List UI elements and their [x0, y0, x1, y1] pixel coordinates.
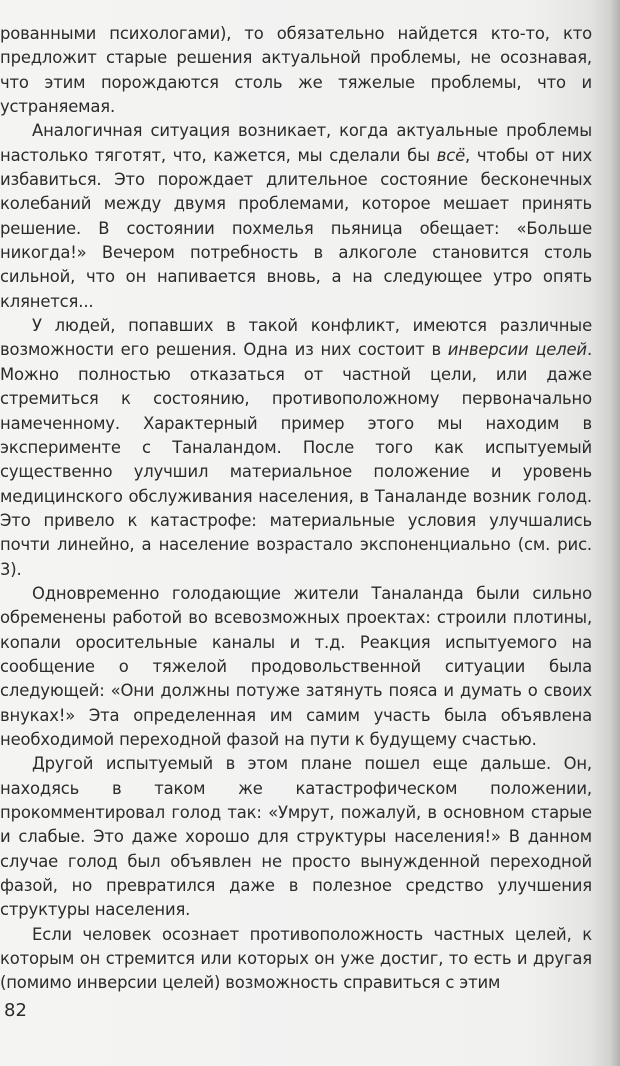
text-run: . Можно полностью отказаться от частной цели, или даже стремиться к состоянию, противоположному первоначально намеченному. Характерный пример этого мы находим в эксперименте с Таналандом. После того как испытуемый существенно улучшил материальное положение и уровень медицинского обслуживания населения, в Таналанде возник голод. Это привело к катастрофе: материальные условия улучшались почти линейно, а население возрастало экспоненциально (см. рис. 3). — [0, 340, 592, 579]
text-run: Аналогичная ситуация возникает, когда актуальные проблемы настолько тяготят, что, кажется, мы сделали бы — [0, 121, 592, 165]
text-run: Одновременно голодающие жители Таналанда были сильно обременены работой во всевозможных проектах: строили плотины, копали оросительные каналы и т.д. Реакция испытуемого на сообщение о тяжелой продовольственной ситуации была следующей: «Они должны потуже затянуть пояса и думать о своих внуках!» Эта определенная им самим участь была объявлена необходимой переходной фазой на пути к будущему счастью. — [0, 583, 592, 749]
text-run: У людей, попавших в такой конфликт, имеются различные возможности его решения. Одна из них состоит в — [0, 316, 592, 360]
emphasized-text: инверсии целей — [447, 340, 587, 360]
paragraph — [0, 119, 592, 314]
text-run: Если человек осознает противоположность частных целей, к которым он стремится или которых он уже достиг, то есть и другая (помимо инверсии целей) возможность справиться с этим — [0, 924, 592, 993]
scan-edge-shadow — [610, 0, 620, 1066]
paragraph — [0, 314, 592, 582]
paragraph — [0, 752, 592, 922]
text-run: Другой испытуемый в этом плане пошел еще дальше. Он, находясь в таком же катастрофическом положении, прокомментировал голод так: «Умрут, пожалуй, в основном старые и слабые. Это даже хорошо для структуры населения!» В данном случае голод был объявлен не просто вынужденной переходной фазой, но превратился даже в полезное средство улучшения структуры населения. — [0, 754, 592, 920]
paragraph — [0, 582, 592, 752]
page-number: 82 — [4, 1000, 27, 1021]
text-run: рованными психологами), то обязательно найдется кто-то, кто предложит старые решения актуальной проблемы, не осознавая, что этим порождаются столь же тяжелые проблемы, что и устраняемая. — [0, 24, 592, 117]
body-text — [0, 22, 592, 996]
emphasized-text: всё — [436, 145, 466, 165]
text-run: , чтобы от них избавиться. Это порождает длительное состояние бесконечных колебаний между двумя проблемами, которое мешает принять решение. В состоянии похмелья пьяница обещает: «Больше никогда!» Вечером потребность в алкоголе становится столь сильной, что он напивается вновь, а на следующее утро опять клянется... — [0, 145, 592, 311]
paragraph — [0, 923, 592, 996]
paragraph — [0, 22, 592, 119]
